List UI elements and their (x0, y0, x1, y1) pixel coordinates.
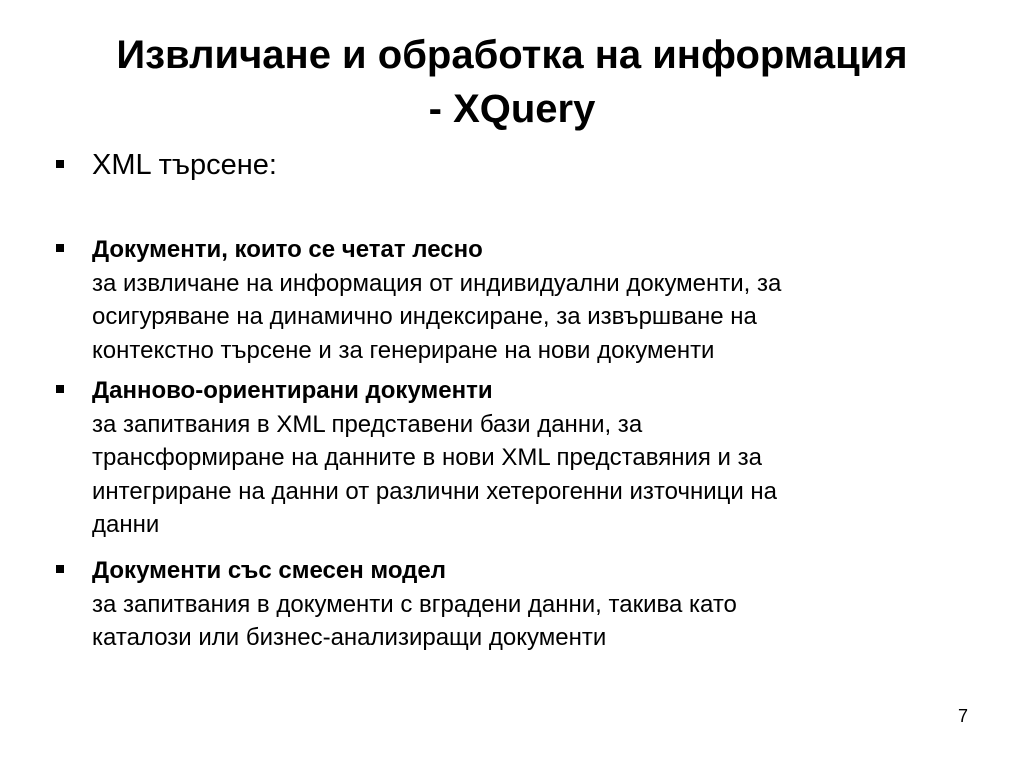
list-item-heading: Данново-ориентирани документи (92, 377, 493, 404)
intro-text: XML търсене: (92, 149, 277, 181)
list-item-content (92, 233, 972, 367)
list-item-line: за извличане на информация от индивидуални документи, за (92, 269, 782, 297)
list-item-line: осигуряване на динамично индексиране, за извършване на (92, 303, 757, 330)
page-number: 7 (957, 706, 968, 726)
list-item-line: данни (92, 511, 160, 538)
list-item-line: контекстно търсене и за генериране на нови документи (92, 336, 715, 364)
square-bullet-icon (56, 385, 64, 393)
slide-title-line: - XQuery (428, 87, 596, 131)
slide-title (40, 28, 984, 136)
list-item-line: трансформиране на данните в нови XML представяния и за (92, 444, 762, 471)
list-item-line: интегриране на данни от различни хетерогенни източници на (92, 477, 778, 505)
list-item-heading: Документи със смесен модел (92, 557, 447, 584)
square-bullet-icon (56, 244, 64, 252)
list-item-line: за запитвания в документи с вградени данни, такива като (92, 590, 737, 618)
list-item-content (92, 554, 972, 655)
list-item-line: за запитвания в XML представени бази данни, за (92, 410, 643, 438)
square-bullet-icon (56, 160, 64, 168)
list-item-line: каталози или бизнес-анализиращи документи (92, 624, 607, 651)
list-item-content (92, 374, 972, 542)
list-item-heading: Документи, които се четат лесно (92, 236, 483, 263)
square-bullet-icon (56, 565, 64, 573)
slide-title-line: Извличане и обработка на информация (116, 33, 908, 77)
